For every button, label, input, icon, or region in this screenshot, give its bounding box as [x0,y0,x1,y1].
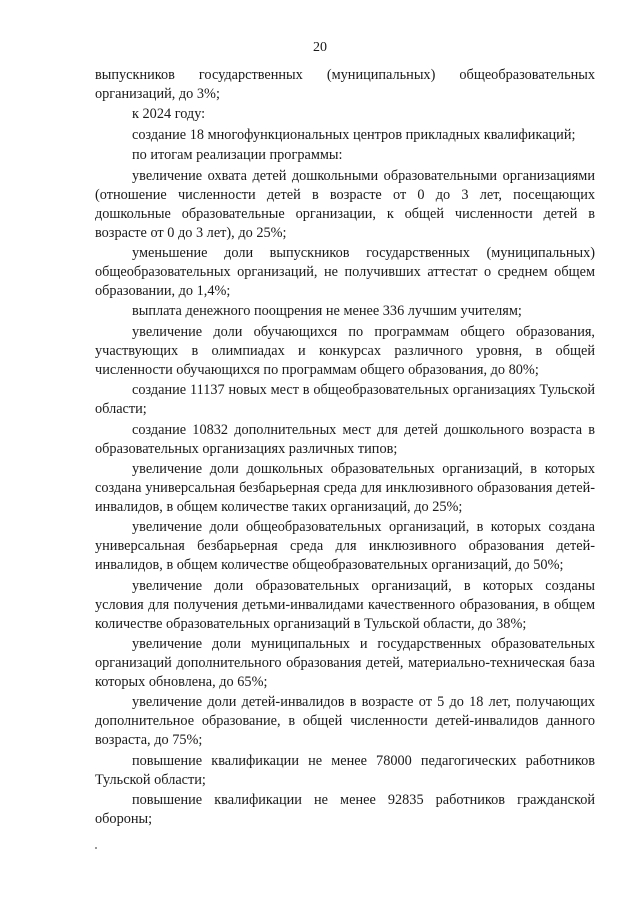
paragraph: увеличение доли образовательных организаций, в которых созданы условия для получения детьми-инвалидами качественного образования, в общем количестве образовательных организаций в Тульской области, до 38%; [95,577,595,632]
paragraph: увеличение доли обучающихся по программам общего образования, участвующих в олимпиадах и конкурсах различного уровня, в общей численности обучающихся по программам общего образования, до 80%; [95,323,595,378]
paragraph: увеличение доли дошкольных образовательных организаций, в которых создана универсальная безбарьерная среда для инклюзивного образования детей-инвалидов, в общем количестве таких организаций, до 25%; [95,461,595,515]
paragraph: создание 10832 дополнительных мест для детей дошкольного возраста в образовательных организациях различных типов; [95,421,595,457]
paragraph: увеличение доли общеобразовательных организаций, в которых создана универсальная безбарьерная среда для инклюзивного образования детей-инвалидов, в общем количестве общеобразовательных организаций, до 50%; [95,519,595,574]
paragraph: уменьшение доли выпускников государственных (муниципальных) общеобразовательных организаций, не получивших аттестат о среднем общем образовании, до 1,4%; [95,245,595,299]
paragraph: увеличение доли детей-инвалидов в возрасте от 5 до 18 лет, получающих дополнительное образование, в общей численности детей-инвалидов данного возраста, до 75%; [95,694,595,749]
paragraph: создание 11137 новых мест в общеобразовательных организациях Тульской области; [95,382,595,418]
scan-speck [95,847,97,849]
paragraph: увеличение доли муниципальных и государственных образовательных организаций дополнительного образования детей, материально-техническая база которых обновлена, до 65%; [95,636,595,690]
document-body [95,66,595,830]
paragraph: создание 18 многофункциональных центров прикладных квалификаций; [132,126,576,143]
paragraph: повышение квалификации не менее 78000 педагогических работников Тульской области; [95,752,595,788]
paragraph: выпускников государственных (муниципальных) общеобразовательных организаций, до 3%; [95,67,595,102]
paragraph: выплата денежного поощрения не менее 336 лучшим учителям; [132,303,522,320]
paragraph: к 2024 году: [132,106,206,123]
page-number: 20 [313,40,327,55]
paragraph: по итогам реализации программы: [132,147,343,164]
paragraph: увеличение охвата детей дошкольными образовательными организациями (отношение численности детей в возрасте от 0 до 3 лет, посещающих дошкольные образовательные организации, к общей численности детей в возрасте от 0 до 3 лет), до 25%; [95,167,595,241]
paragraph: повышение квалификации не менее 92835 работников гражданской обороны; [95,792,595,827]
